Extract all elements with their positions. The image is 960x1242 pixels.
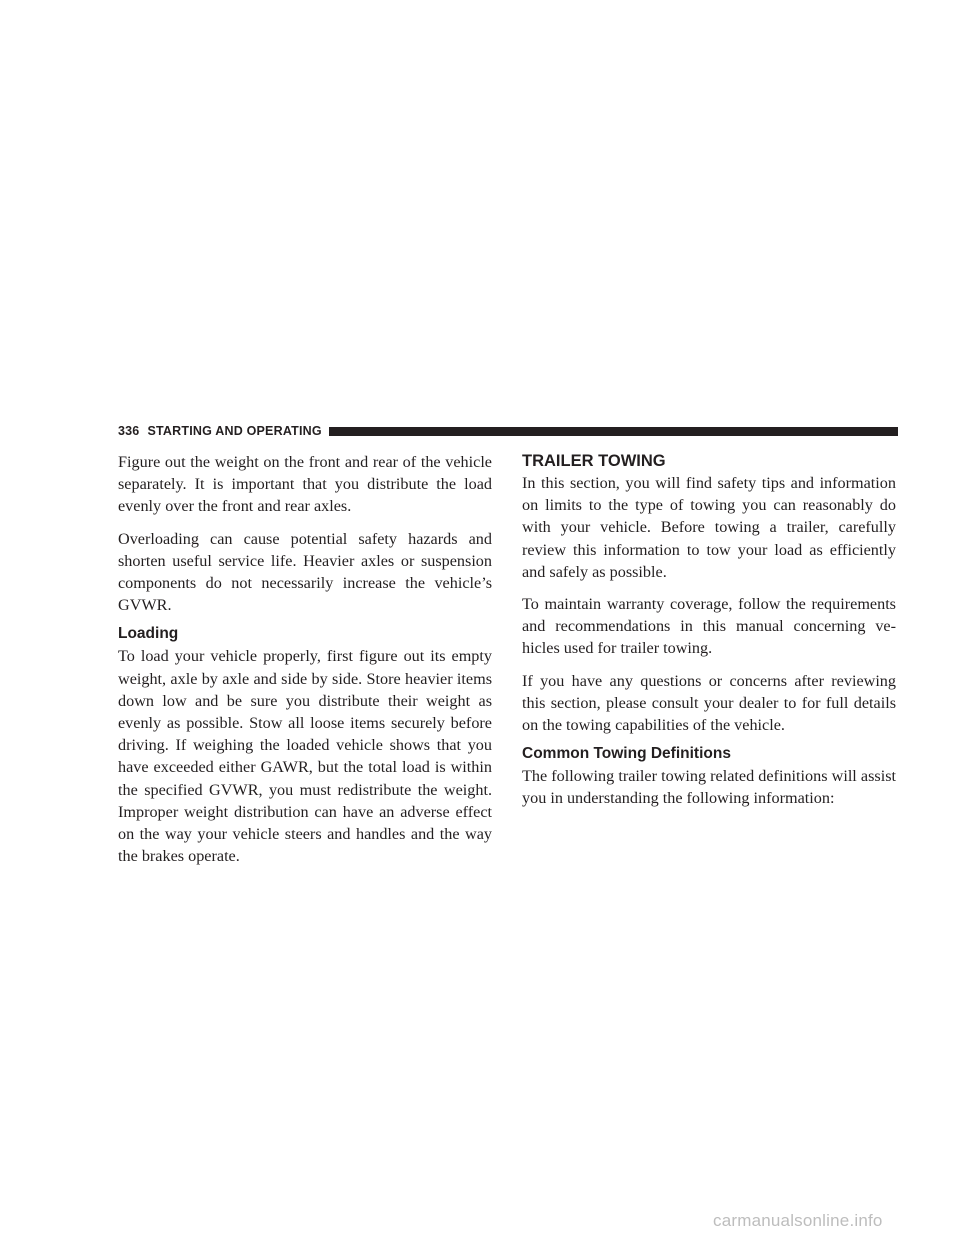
weight-distribution-paragraph: Figure out the weight on the front and rear of the vehicle separately. It is important that you distribute the load evenly over the front and rear axles. <box>118 453 492 516</box>
trailer-intro-paragraph: In this section, you will find safety tips and information on limits to the type of towing you can reasonably do with your vehicle. Before towing a trailer, carefully review this information to tow your load as efficiently and safely as possible. <box>522 474 896 581</box>
left-column <box>118 451 492 877</box>
header-rule <box>329 427 898 436</box>
watermark: carmanualsonline.info <box>713 1211 883 1230</box>
page-header <box>118 423 898 439</box>
section-title: STARTING AND OPERATING <box>147 424 322 438</box>
loading-heading: Loading <box>118 625 179 643</box>
page-number: 336 <box>118 424 140 438</box>
definitions-intro-paragraph: The following trailer towing related definitions will assist you in understanding the following information: <box>522 767 896 808</box>
overloading-paragraph: Overloading can cause potential safety hazards and shorten useful service life. Heavier axles or suspension components do not necessarily increase the vehicle’s GVWR. <box>118 529 492 615</box>
questions-paragraph: If you have any questions or concerns after reviewing this section, please consult your dealer to for full details on the towing capabilities of the vehicle. <box>522 671 896 735</box>
right-column <box>522 451 896 820</box>
towing-definitions-heading: Common Towing Definitions <box>522 745 731 763</box>
loading-paragraph: To load your vehicle properly, first figure out its empty weight, axle by axle and side by side. Store heavier items down low and be sure you distribute their weight as evenly as possible. Stow all loose items securely before driving. If weighing the loaded vehicle shows that you have exceeded either GAWR, but the total load is within the specified GVWR, you must redistribute the weight. Improper weight distribution can have an adverse effect on the way your vehicle steers and handles and the way the brakes operate. <box>118 647 492 866</box>
warranty-paragraph: To maintain warranty coverage, follow the requirements and recommendations in this manual concerning ve-hicles used for trailer towing. <box>522 595 896 658</box>
trailer-towing-heading: TRAILER TOWING <box>522 452 666 470</box>
